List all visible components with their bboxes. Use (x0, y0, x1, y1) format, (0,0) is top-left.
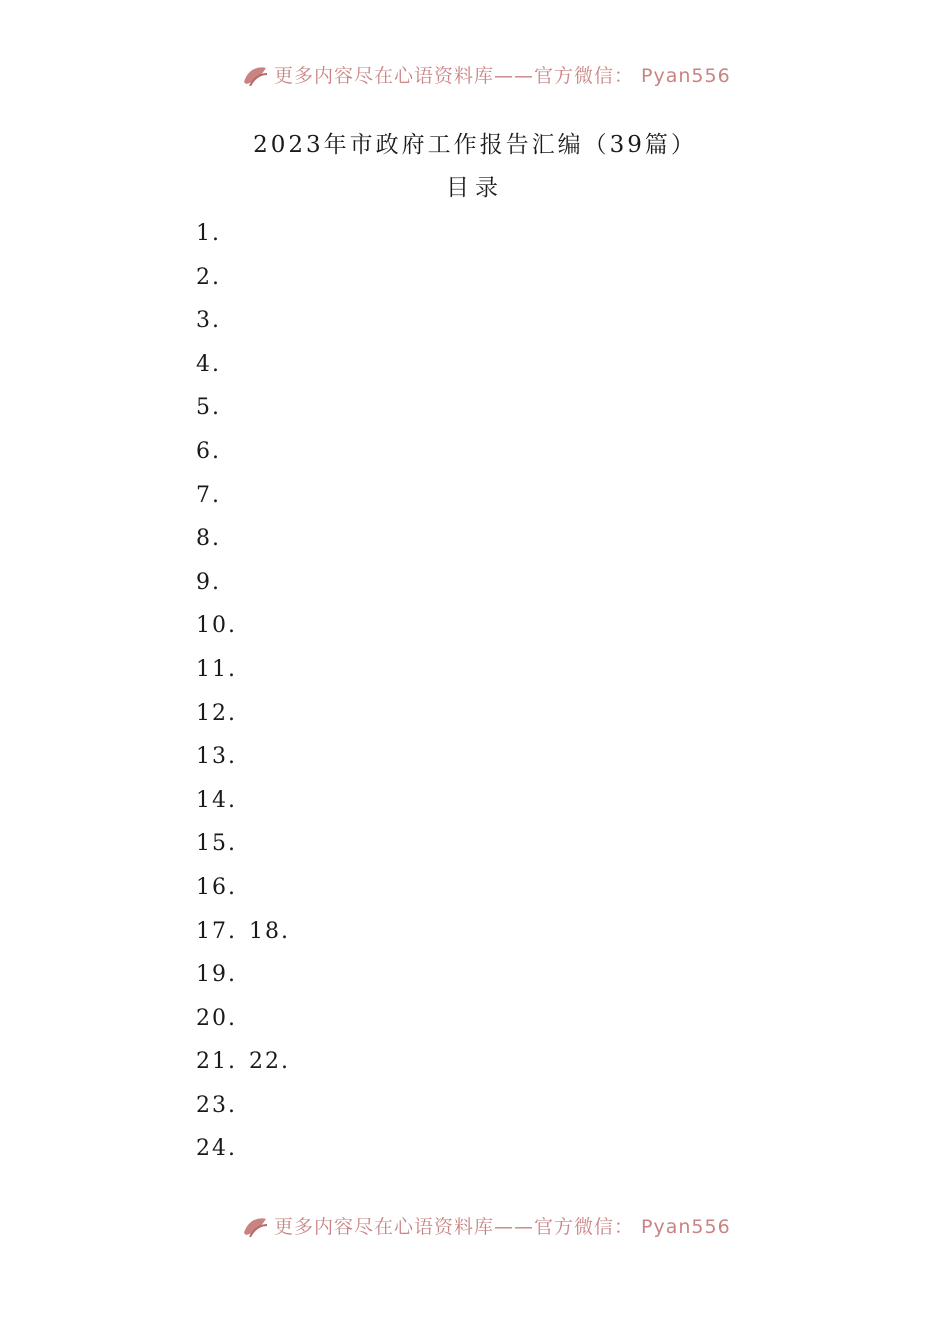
toc-entry[interactable] (196, 739, 290, 783)
stylized-leaf-logo-icon (240, 1213, 270, 1237)
toc-entry[interactable] (196, 1131, 290, 1175)
toc-entry[interactable] (196, 957, 290, 1001)
toc-entry-number: 24. (196, 1136, 237, 1162)
toc-entry[interactable] (196, 914, 290, 958)
toc-entry[interactable] (196, 826, 290, 870)
toc-entry-number: 22. (249, 1049, 290, 1075)
header-watermark (0, 56, 950, 86)
toc-entry[interactable] (196, 390, 290, 434)
toc-entry[interactable] (196, 478, 290, 522)
toc-entry[interactable] (196, 347, 290, 391)
toc-entry-number: 3. (196, 308, 221, 334)
watermark-content (240, 62, 731, 86)
toc-entry-number: 9. (196, 569, 221, 595)
toc-entry[interactable] (196, 260, 290, 304)
toc-entry-number: 1. (196, 221, 221, 246)
watermark-text: 更多内容尽在心语资料库——官方微信： Pyan556 (274, 65, 731, 86)
toc-entry-number: 18. (249, 918, 290, 944)
toc-entry-number: 5. (196, 395, 221, 421)
toc-entry-number: 19. (196, 962, 237, 988)
toc-entry[interactable] (196, 1088, 290, 1132)
watermark-content (240, 1213, 731, 1237)
toc-entry[interactable] (196, 434, 290, 478)
toc-entry[interactable] (196, 1001, 290, 1045)
toc-entry-number: 7. (196, 482, 221, 508)
toc-entry-number: 20. (196, 1005, 237, 1031)
toc-entry-number: 16. (196, 874, 237, 900)
toc-entry-number: 2. (196, 264, 221, 290)
table-of-contents (196, 216, 290, 1175)
toc-entry-number: 11. (196, 656, 237, 682)
toc-entry-number: 21. (196, 1049, 237, 1075)
toc-entry-number: 23. (196, 1092, 237, 1118)
toc-entry[interactable] (196, 216, 290, 260)
toc-entry[interactable] (196, 608, 290, 652)
document-title: 2023年市政府工作报告汇编（39篇） (253, 132, 697, 158)
toc-entry[interactable] (196, 870, 290, 914)
toc-entry[interactable] (196, 521, 290, 565)
toc-entry-number: 12. (196, 700, 237, 726)
toc-entry-number: 4. (196, 351, 221, 377)
toc-entry-number: 13. (196, 744, 237, 770)
toc-entry-number: 10. (196, 613, 237, 639)
toc-entry[interactable] (196, 303, 290, 347)
toc-entry[interactable] (196, 565, 290, 609)
toc-entry[interactable] (196, 696, 290, 740)
footer-watermark (0, 1207, 950, 1237)
toc-entry[interactable] (196, 1044, 290, 1088)
watermark-text: 更多内容尽在心语资料库——官方微信： Pyan556 (274, 1216, 731, 1237)
toc-heading: 目录 (446, 175, 504, 201)
toc-entry[interactable] (196, 783, 290, 827)
toc-entry-number: 14. (196, 787, 237, 813)
toc-entry-number: 8. (196, 526, 221, 552)
toc-entry[interactable] (196, 652, 290, 696)
toc-entry-number: 6. (196, 438, 221, 464)
toc-entry-number: 15. (196, 831, 237, 857)
toc-entry-number: 17. (196, 918, 237, 944)
stylized-leaf-logo-icon (240, 62, 270, 86)
